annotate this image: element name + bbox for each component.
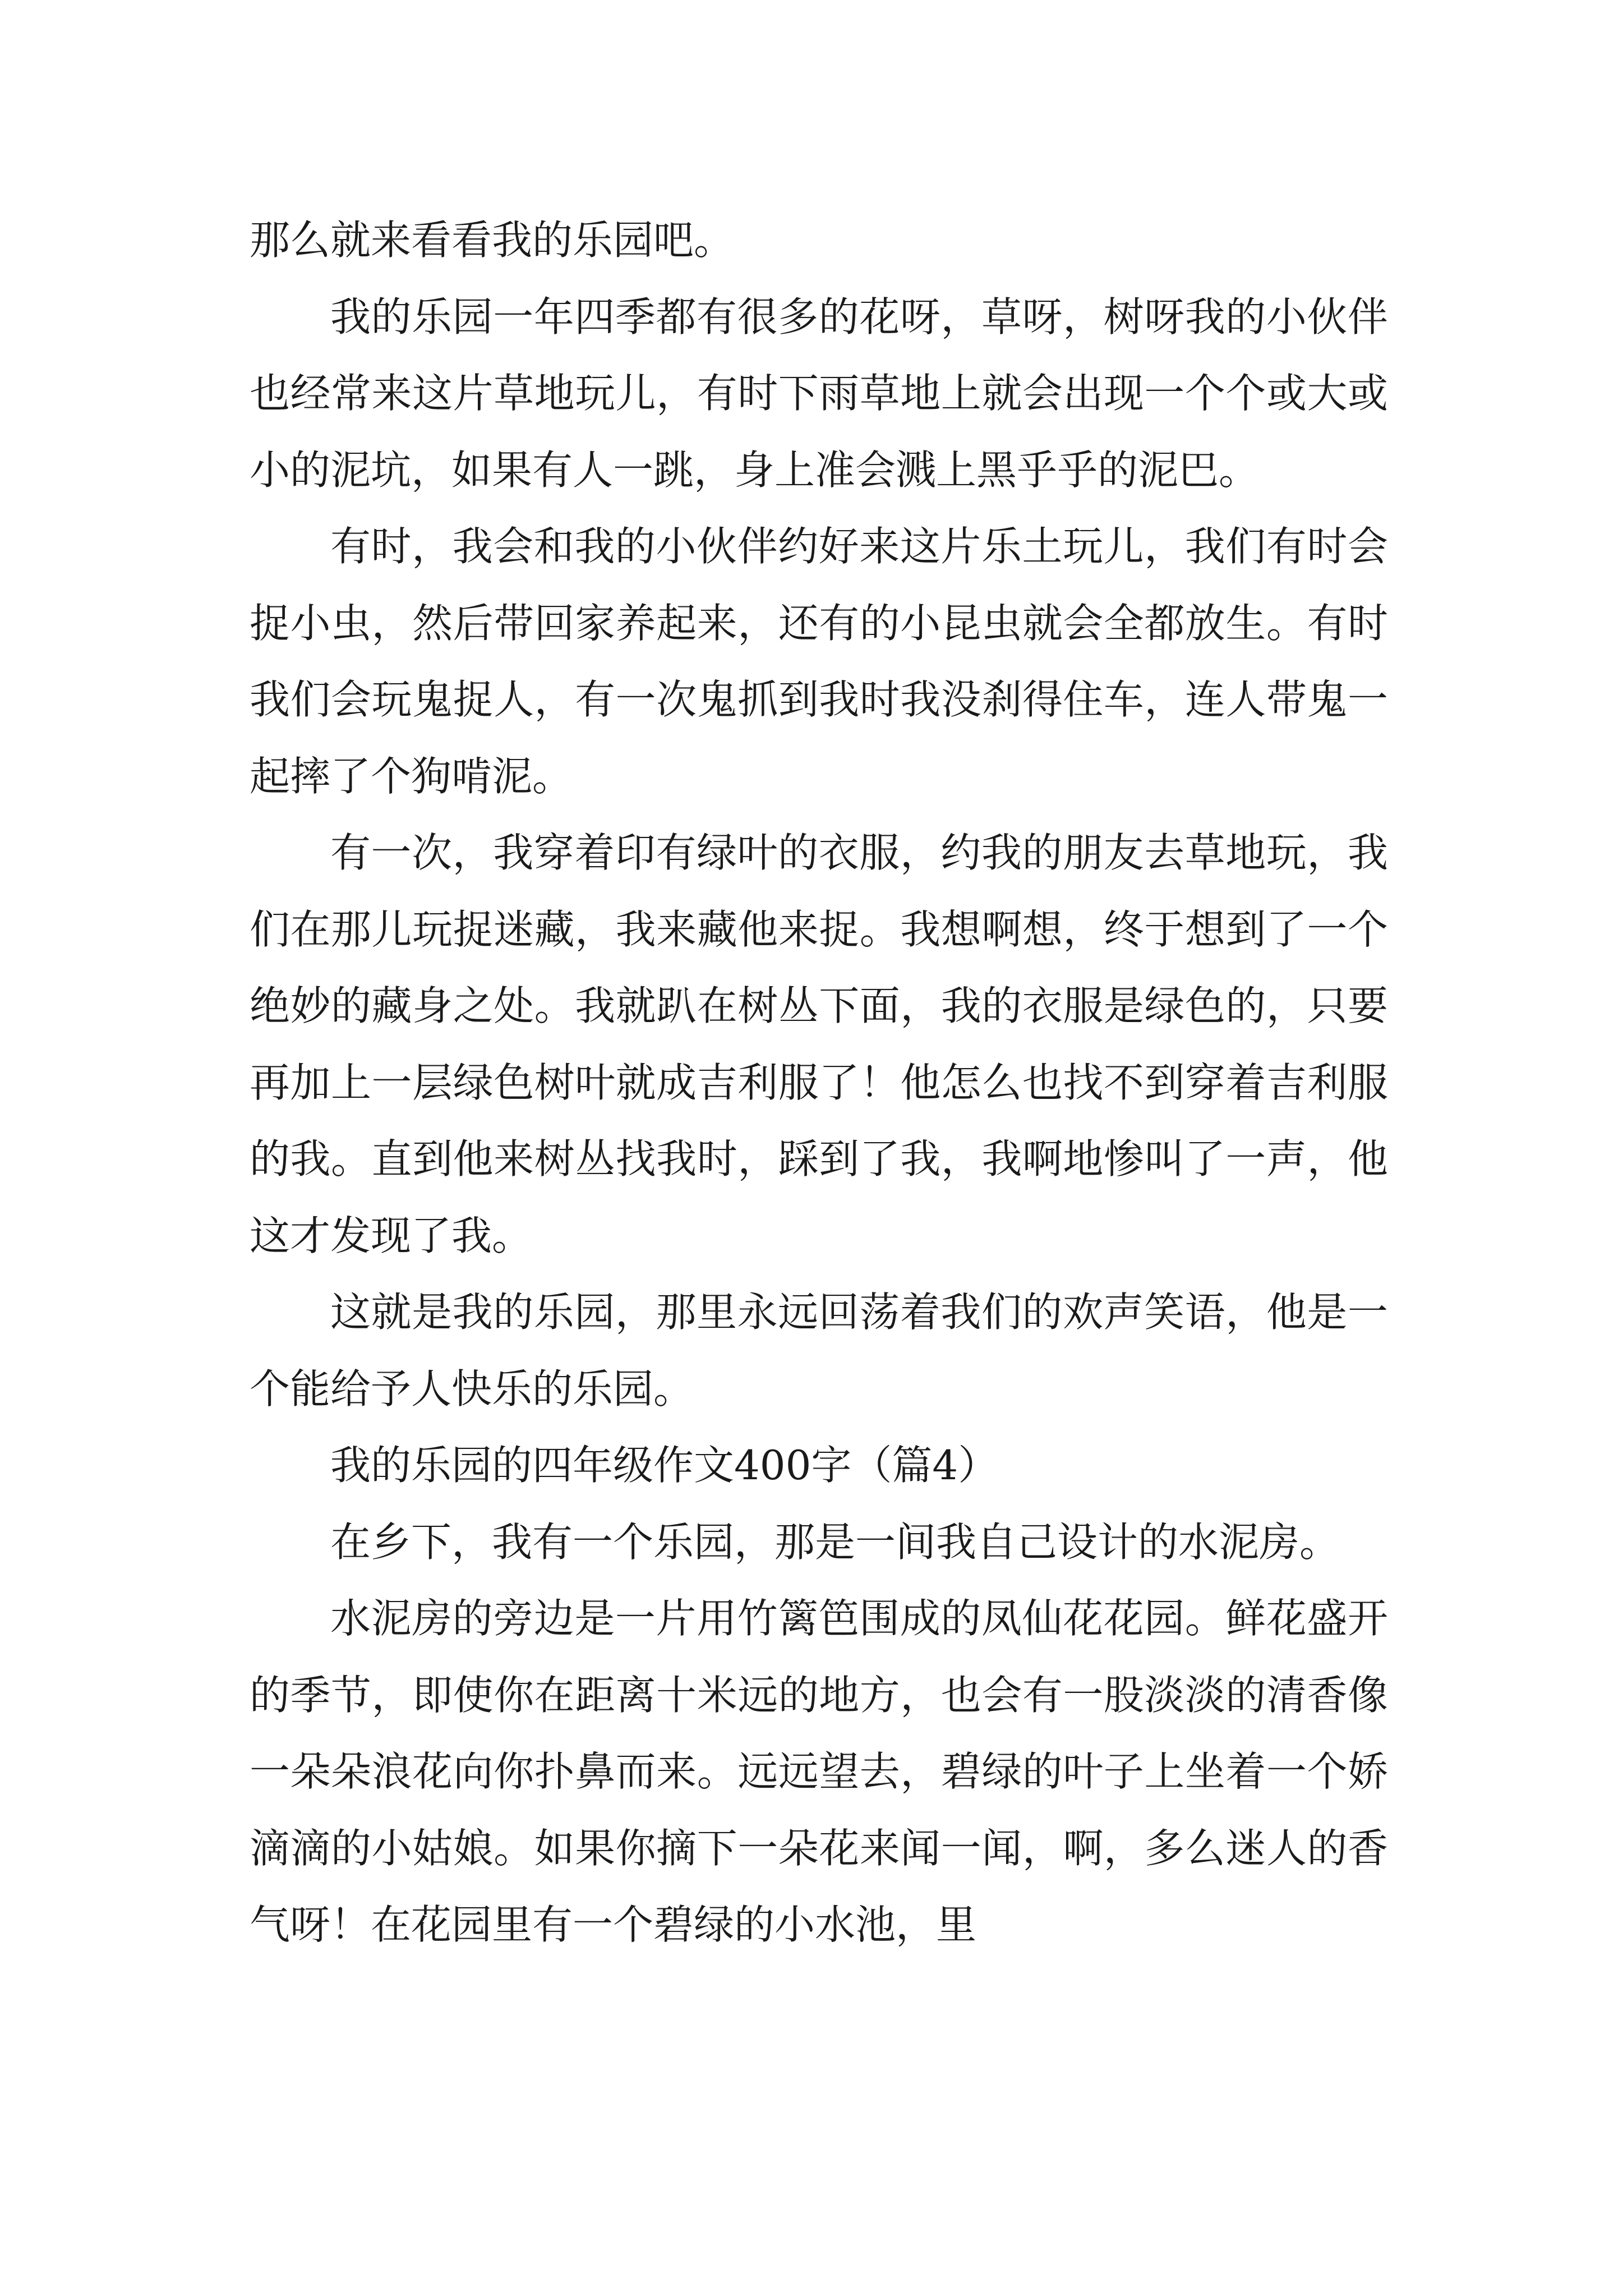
section-heading: 我的乐园的四年级作文400字（篇4）	[330, 1442, 999, 1489]
paragraph-2: 我的乐园一年四季都有很多的花呀，草呀，树呀我的小伙伴也经常来这片草地玩儿，有时下雨草地上就会出现一个个或大或小的泥坑，如果有人一跳，身上准会溅上黑乎乎的泥巴。	[250, 293, 1388, 494]
paragraph-4: 有一次，我穿着印有绿叶的衣服，约我的朋友去草地玩，我们在那儿玩捉迷藏，我来藏他来捉。我想啊想，终于想到了一个绝妙的藏身之处。我就趴在树丛下面，我的衣服是绿色的，只要再加上一层绿色树叶就成吉利服了！他怎么也找不到穿着吉利服的我。直到他来树丛找我时，踩到了我，我啊地惨叫了一声，他这才发现了我。	[250, 829, 1388, 1259]
paragraph-3: 有时，我会和我的小伙伴约好来这片乐土玩儿，我们有时会捉小虫，然后带回家养起来，还有的小昆虫就会全都放生。有时我们会玩鬼捉人，有一次鬼抓到我时我没刹得住车，连人带鬼一起摔了个狗啃泥。	[250, 523, 1388, 800]
paragraph-7: 水泥房的旁边是一片用竹篱笆围成的凤仙花花园。鲜花盛开的季节，即使你在距离十米远的地方，也会有一股淡淡的清香像一朵朵浪花向你扑鼻而来。远远望去，碧绿的叶子上坐着一个娇滴滴的小姑娘。如果你摘下一朵花来闻一闻，啊，多么迷人的香气呀！在花园里有一个碧绿的小水池，里	[250, 1595, 1388, 1948]
paragraph-5: 这就是我的乐园，那里永远回荡着我们的欢声笑语，他是一个能给予人快乐的乐园。	[250, 1289, 1388, 1412]
paragraph-1: 那么就来看看我的乐园吧。	[250, 217, 735, 264]
document-body	[250, 202, 1388, 1963]
paragraph-6: 在乡下，我有一个乐园，那是一间我自己设计的水泥房。	[330, 1518, 1340, 1566]
